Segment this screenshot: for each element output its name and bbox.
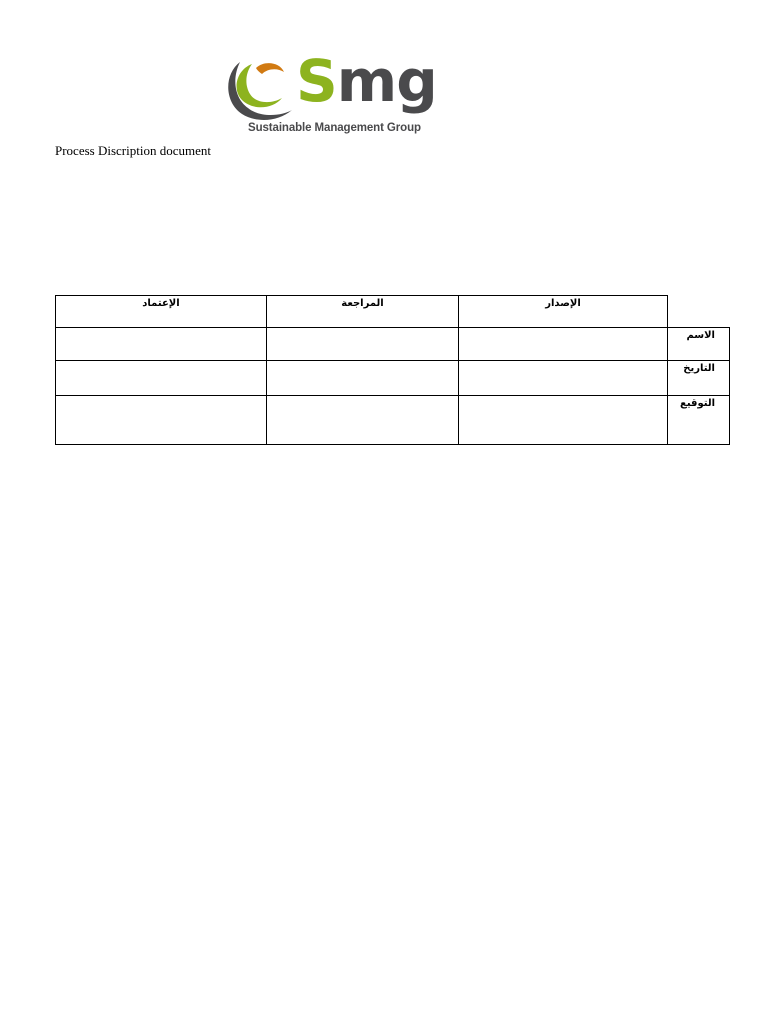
logo-tagline: Sustainable Management Group	[248, 122, 421, 134]
header-approval: الإعتماد	[56, 296, 267, 328]
logo-letter-s: S	[296, 47, 337, 115]
signature-issue-cell[interactable]	[459, 396, 668, 445]
row-label-signature: التوقيع	[668, 396, 730, 445]
company-logo	[226, 47, 440, 140]
logo-wordmark	[296, 47, 437, 115]
signature-approval-cell[interactable]	[56, 396, 267, 445]
header-review: المراجعة	[267, 296, 459, 328]
table-row	[56, 361, 730, 396]
signature-review-cell[interactable]	[267, 396, 459, 445]
table-row	[56, 328, 730, 361]
name-review-cell[interactable]	[267, 328, 459, 361]
table-row	[56, 396, 730, 445]
approval-table	[55, 295, 730, 445]
header-corner	[668, 296, 730, 328]
row-label-name: الاسم	[668, 328, 730, 361]
date-approval-cell[interactable]	[56, 361, 267, 396]
date-issue-cell[interactable]	[459, 361, 668, 396]
document-title: Process Discription document	[55, 143, 211, 158]
approval-table-header-row	[56, 296, 730, 328]
name-issue-cell[interactable]	[459, 328, 668, 361]
date-review-cell[interactable]	[267, 361, 459, 396]
row-label-date: التاريخ	[668, 361, 730, 396]
header-issue: الإصدار	[459, 296, 668, 328]
smg-swirl-logo-icon	[226, 58, 306, 124]
logo-letters-mg: mg	[336, 47, 437, 115]
name-approval-cell[interactable]	[56, 328, 267, 361]
